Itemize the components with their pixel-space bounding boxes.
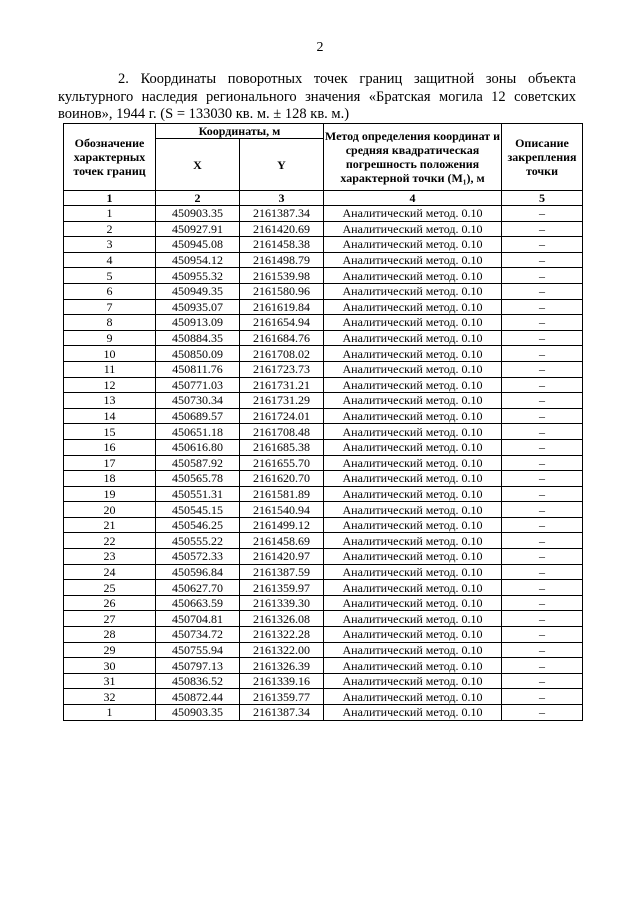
cell-y: 2161684.76 [240,330,324,346]
cell-fixing: – [502,408,583,424]
table-row [64,642,583,658]
cell-method: Аналитический метод. 0.10 [324,268,502,284]
cell-point: 19 [64,486,156,502]
cell-method: Аналитический метод. 0.10 [324,517,502,533]
column-number: 5 [502,191,583,206]
cell-x: 450651.18 [156,424,240,440]
cell-y: 2161387.59 [240,564,324,580]
cell-point: 14 [64,408,156,424]
cell-fixing: – [502,642,583,658]
cell-method: Аналитический метод. 0.10 [324,315,502,331]
cell-fixing: – [502,221,583,237]
cell-fixing: – [502,580,583,596]
cell-y: 2161708.02 [240,346,324,362]
cell-y: 2161723.73 [240,361,324,377]
cell-method: Аналитический метод. 0.10 [324,611,502,627]
cell-method: Аналитический метод. 0.10 [324,377,502,393]
header-y: Y [240,139,324,191]
cell-point: 7 [64,299,156,315]
cell-point: 1 [64,206,156,222]
cell-method: Аналитический метод. 0.10 [324,330,502,346]
header-point-designation: Обозначение характерных точек границ [64,124,156,191]
cell-x: 450689.57 [156,408,240,424]
column-number: 2 [156,191,240,206]
cell-y: 2161387.34 [240,206,324,222]
cell-method: Аналитический метод. 0.10 [324,486,502,502]
table-row [64,237,583,253]
cell-x: 450616.80 [156,439,240,455]
table-row [64,252,583,268]
cell-point: 25 [64,580,156,596]
cell-y: 2161724.01 [240,408,324,424]
cell-fixing: – [502,361,583,377]
cell-fixing: – [502,315,583,331]
cell-point: 8 [64,315,156,331]
cell-fixing: – [502,393,583,409]
cell-y: 2161458.38 [240,237,324,253]
cell-x: 450551.31 [156,486,240,502]
cell-x: 450955.32 [156,268,240,284]
table-row [64,283,583,299]
table-row [64,346,583,362]
section-heading-text: 2. Координаты поворотных точек границ защитной зоны объекта культурного наследия регионального значения «Братская могила 12 советских воинов», 1944 г. (S = 133030 кв. м. ± 128 кв. м.) [58,71,576,122]
cell-fixing: – [502,502,583,518]
table-row [64,580,583,596]
cell-y: 2161322.00 [240,642,324,658]
cell-x: 450797.13 [156,658,240,674]
cell-fixing: – [502,705,583,721]
table-row [64,424,583,440]
header-x: X [156,139,240,191]
cell-x: 450627.70 [156,580,240,596]
cell-point: 18 [64,471,156,487]
cell-method: Аналитический метод. 0.10 [324,595,502,611]
cell-method: Аналитический метод. 0.10 [324,533,502,549]
column-number: 1 [64,191,156,206]
cell-point: 32 [64,689,156,705]
table-row [64,408,583,424]
cell-point: 20 [64,502,156,518]
table-row [64,455,583,471]
table-row [64,533,583,549]
table-row [64,549,583,565]
coordinates-table [63,123,583,721]
cell-fixing: – [502,268,583,284]
cell-point: 22 [64,533,156,549]
cell-method: Аналитический метод. 0.10 [324,424,502,440]
cell-point: 24 [64,564,156,580]
cell-point: 23 [64,549,156,565]
cell-point: 6 [64,283,156,299]
cell-fixing: – [502,283,583,299]
cell-fixing: – [502,346,583,362]
cell-method: Аналитический метод. 0.10 [324,237,502,253]
cell-method: Аналитический метод. 0.10 [324,549,502,565]
cell-point: 16 [64,439,156,455]
table-row [64,299,583,315]
cell-y: 2161326.08 [240,611,324,627]
cell-x: 450572.33 [156,549,240,565]
cell-point: 30 [64,658,156,674]
cell-y: 2161655.70 [240,455,324,471]
cell-fixing: – [502,439,583,455]
cell-y: 2161420.97 [240,549,324,565]
cell-x: 450663.59 [156,595,240,611]
cell-y: 2161420.69 [240,221,324,237]
cell-y: 2161540.94 [240,502,324,518]
cell-point: 2 [64,221,156,237]
column-number: 4 [324,191,502,206]
cell-fixing: – [502,237,583,253]
cell-method: Аналитический метод. 0.10 [324,408,502,424]
section-heading [58,71,576,124]
header-row-top [64,124,583,139]
cell-y: 2161685.38 [240,439,324,455]
cell-y: 2161359.97 [240,580,324,596]
cell-method: Аналитический метод. 0.10 [324,221,502,237]
cell-fixing: – [502,658,583,674]
cell-fixing: – [502,517,583,533]
cell-point: 11 [64,361,156,377]
cell-method: Аналитический метод. 0.10 [324,502,502,518]
table-row [64,595,583,611]
table-row [64,627,583,643]
cell-point: 15 [64,424,156,440]
cell-fixing: – [502,689,583,705]
cell-method: Аналитический метод. 0.10 [324,393,502,409]
cell-fixing: – [502,471,583,487]
cell-y: 2161339.30 [240,595,324,611]
cell-fixing: – [502,533,583,549]
table-header [64,124,583,206]
cell-y: 2161326.39 [240,658,324,674]
cell-fixing: – [502,673,583,689]
cell-x: 450850.09 [156,346,240,362]
header-fixing: Описание закрепления точки [502,124,583,191]
cell-point: 4 [64,252,156,268]
cell-fixing: – [502,564,583,580]
cell-y: 2161731.29 [240,393,324,409]
cell-x: 450734.72 [156,627,240,643]
cell-method: Аналитический метод. 0.10 [324,673,502,689]
cell-y: 2161458.69 [240,533,324,549]
cell-method: Аналитический метод. 0.10 [324,455,502,471]
cell-fixing: – [502,330,583,346]
cell-x: 450903.35 [156,206,240,222]
cell-y: 2161708.48 [240,424,324,440]
cell-point: 31 [64,673,156,689]
cell-y: 2161499.12 [240,517,324,533]
cell-method: Аналитический метод. 0.10 [324,627,502,643]
cell-x: 450596.84 [156,564,240,580]
table-row [64,705,583,721]
cell-point: 12 [64,377,156,393]
cell-x: 450903.35 [156,705,240,721]
cell-y: 2161581.89 [240,486,324,502]
cell-fixing: – [502,486,583,502]
cell-method: Аналитический метод. 0.10 [324,471,502,487]
cell-x: 450935.07 [156,299,240,315]
cell-y: 2161580.96 [240,283,324,299]
table-row [64,268,583,284]
table-row [64,221,583,237]
table-row [64,564,583,580]
cell-x: 450949.35 [156,283,240,299]
cell-x: 450954.12 [156,252,240,268]
cell-x: 450704.81 [156,611,240,627]
cell-x: 450872.44 [156,689,240,705]
table-row [64,486,583,502]
cell-y: 2161339.16 [240,673,324,689]
page-number: 2 [316,40,324,55]
cell-y: 2161620.70 [240,471,324,487]
cell-x: 450771.03 [156,377,240,393]
cell-x: 450811.76 [156,361,240,377]
cell-fixing: – [502,206,583,222]
cell-x: 450555.22 [156,533,240,549]
table-row [64,502,583,518]
table-row [64,517,583,533]
cell-fixing: – [502,627,583,643]
cell-method: Аналитический метод. 0.10 [324,658,502,674]
cell-x: 450565.78 [156,471,240,487]
cell-method: Аналитический метод. 0.10 [324,564,502,580]
cell-method: Аналитический метод. 0.10 [324,642,502,658]
cell-fixing: – [502,455,583,471]
cell-method: Аналитический метод. 0.10 [324,252,502,268]
cell-x: 450545.15 [156,502,240,518]
cell-fixing: – [502,299,583,315]
cell-x: 450730.34 [156,393,240,409]
cell-x: 450913.09 [156,315,240,331]
cell-fixing: – [502,595,583,611]
cell-method: Аналитический метод. 0.10 [324,689,502,705]
table-row [64,689,583,705]
table-row [64,658,583,674]
cell-fixing: – [502,377,583,393]
cell-method: Аналитический метод. 0.10 [324,299,502,315]
cell-y: 2161654.94 [240,315,324,331]
cell-point: 29 [64,642,156,658]
cell-y: 2161498.79 [240,252,324,268]
table-row [64,330,583,346]
cell-y: 2161731.21 [240,377,324,393]
table-row [64,611,583,627]
table-row [64,377,583,393]
cell-method: Аналитический метод. 0.10 [324,439,502,455]
cell-y: 2161539.98 [240,268,324,284]
cell-x: 450945.08 [156,237,240,253]
cell-point: 10 [64,346,156,362]
cell-fixing: – [502,611,583,627]
table-row [64,673,583,689]
cell-fixing: – [502,424,583,440]
header-row-column-numbers [64,191,583,206]
header-method: Метод определения координат и средняя квадратическая погрешность положения характерной точки (M₁), м [324,124,502,191]
cell-method: Аналитический метод. 0.10 [324,346,502,362]
cell-method: Аналитический метод. 0.10 [324,580,502,596]
table-row [64,361,583,377]
table-body [64,206,583,721]
cell-point: 9 [64,330,156,346]
table-row [64,315,583,331]
table-row [64,393,583,409]
table-row [64,471,583,487]
cell-y: 2161387.34 [240,705,324,721]
cell-point: 27 [64,611,156,627]
cell-fixing: – [502,549,583,565]
cell-point: 13 [64,393,156,409]
cell-y: 2161359.77 [240,689,324,705]
cell-point: 3 [64,237,156,253]
table-row [64,206,583,222]
cell-point: 28 [64,627,156,643]
cell-x: 450755.94 [156,642,240,658]
cell-x: 450884.35 [156,330,240,346]
cell-method: Аналитический метод. 0.10 [324,705,502,721]
cell-method: Аналитический метод. 0.10 [324,361,502,377]
cell-point: 1 [64,705,156,721]
cell-y: 2161322.28 [240,627,324,643]
cell-method: Аналитический метод. 0.10 [324,206,502,222]
cell-point: 21 [64,517,156,533]
cell-x: 450836.52 [156,673,240,689]
cell-point: 5 [64,268,156,284]
header-coordinates: Координаты, м [156,124,324,139]
cell-x: 450927.91 [156,221,240,237]
cell-method: Аналитический метод. 0.10 [324,283,502,299]
cell-point: 17 [64,455,156,471]
cell-point: 26 [64,595,156,611]
table-row [64,439,583,455]
column-number: 3 [240,191,324,206]
cell-x: 450546.25 [156,517,240,533]
cell-fixing: – [502,252,583,268]
cell-y: 2161619.84 [240,299,324,315]
cell-x: 450587.92 [156,455,240,471]
